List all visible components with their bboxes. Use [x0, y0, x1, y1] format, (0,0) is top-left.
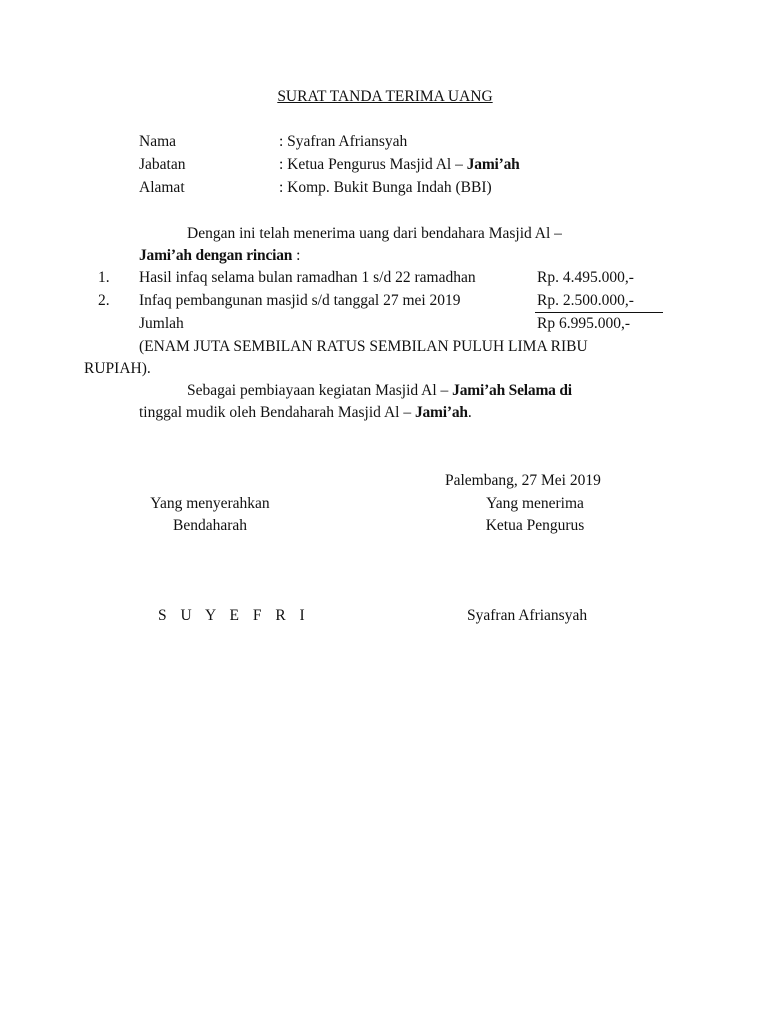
info-value-alamat: : Komp. Bukit Bunga Indah (BBI)	[279, 179, 492, 196]
info-value-nama: : Syafran Afriansyah	[279, 133, 408, 150]
item-number: 2.	[98, 292, 110, 309]
item-number: 1.	[98, 269, 110, 286]
receiver-title: Ketua Pengurus	[485, 517, 585, 534]
total-amount: Rp 6.995.000,-	[537, 315, 630, 332]
place-date: Palembang, 27 Mei 2019	[445, 472, 601, 489]
amount-in-words-line-2: RUPIAH).	[84, 360, 151, 377]
purpose-line-2: tinggal mudik oleh Bendaharah Masjid Al – Jami’ah.	[139, 404, 472, 421]
info-label-alamat: Alamat	[139, 179, 185, 196]
total-label: Jumlah	[139, 315, 184, 332]
info-value-jabatan: : Ketua Pengurus Masjid Al – Jami’ah	[279, 156, 520, 173]
item-amount: Rp. 2.500.000,-	[537, 292, 634, 309]
item-description: Infaq pembangunan masjid s/d tanggal 27 mei 2019	[139, 292, 461, 309]
giver-title: Bendaharah	[172, 517, 248, 534]
receiver-name: Syafran Afriansyah	[467, 607, 588, 624]
giver-name: S U Y E F R I	[158, 607, 310, 624]
purpose-line-1: Sebagai pembiayaan kegiatan Masjid Al – Jami’ah Selama di	[187, 382, 572, 399]
receiver-role: Yang menerima	[486, 495, 584, 512]
total-underline	[535, 312, 663, 313]
giver-role: Yang menyerahkan	[150, 495, 270, 512]
intro-line-1: Dengan ini telah menerima uang dari bendahara Masjid Al –	[187, 225, 562, 242]
info-label-nama: Nama	[139, 133, 177, 150]
item-amount: Rp. 4.495.000,-	[537, 269, 634, 286]
item-description: Hasil infaq selama bulan ramadhan 1 s/d 22 ramadhan	[139, 269, 476, 286]
document-title: SURAT TANDA TERIMA UANG	[277, 88, 493, 105]
amount-in-words-line-1: (ENAM JUTA SEMBILAN RATUS SEMBILAN PULUH LIMA RIBU	[139, 338, 588, 355]
info-label-jabatan: Jabatan	[139, 156, 186, 173]
intro-line-2: Jami’ah dengan rincian :	[139, 247, 301, 264]
